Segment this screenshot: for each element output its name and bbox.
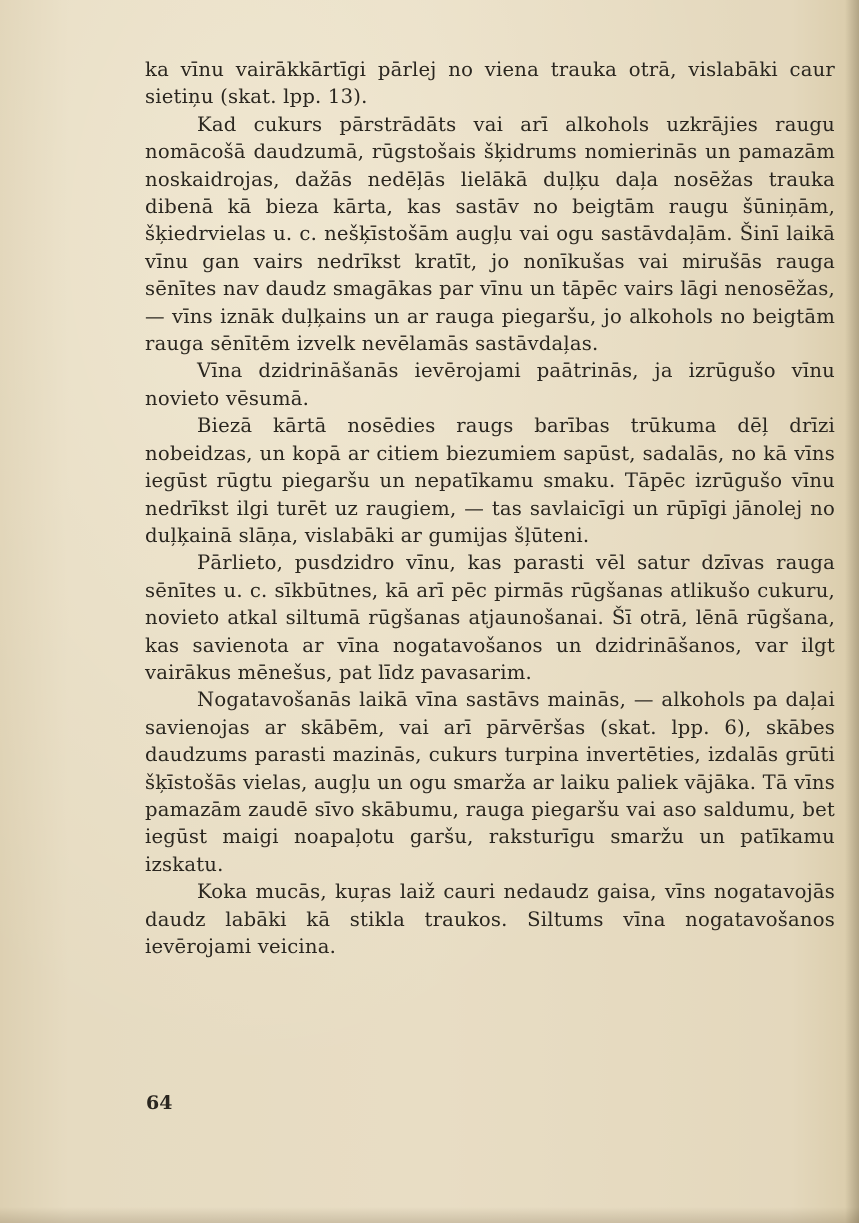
- paragraph: Nogatavošanās laikā vīna sastāvs mainās, — alkohols pa daļai savienojas ar skābēm, vai arī pārvēršas (skat. lpp. 6), skābes daudzums parasti mazinās, cukurs turpina invertēties, izdalās grūti šķīstošās vielas, augļu un ogu smarža ar laiku paliek vājāka. Tā vīns pamazām zaudē sīvo skābumu, rauga piegaršu vai aso saldumu, bet iegūst maigi noapaļotu garšu, raksturīgu smaržu un patīkamu izskatu.: [145, 688, 835, 876]
- page-bottom-edge: [0, 1207, 859, 1223]
- page-edge-shadow: [845, 0, 859, 1223]
- paragraph: Koka mucās, kuŗas laiž cauri nedaudz gaisa, vīns nogatavojās daudz labāki kā stikla traukos. Siltums vīna nogatavošanos ievērojami veicina.: [145, 880, 835, 958]
- paragraph: Vīna dzidrināšanās ievērojami paātrinās, ja izrūgušo vīnu novieto vēsumā.: [145, 359, 835, 410]
- body-text: [145, 56, 835, 960]
- paragraph: Biezā kārtā nosēdies raugs barības trūkuma dēļ drīzi nobeidzas, un kopā ar citiem biezumiem sapūst, sadalās, no kā vīns iegūst rūgtu piegaršu un nepatīkamu smaku. Tāpēc izrūgušo vīnu nedrīkst ilgi turēt uz raugiem, — tas savlaicīgi un rūpīgi jānolej no duļķainā slāņa, vislabāki ar gumijas šļūteni.: [145, 414, 835, 547]
- page-number: 64: [146, 1092, 173, 1114]
- paragraph: Pārlieto, pusdzidro vīnu, kas parasti vēl satur dzīvas rauga sēnītes u. c. sīkbūtnes, kā arī pēc pirmās rūgšanas atlikušo cukuru, novieto atkal siltumā rūgšanas atjaunošanai. Šī otrā, lēnā rūgšana, kas savienota ar vīna nogatavošanos un dzidrināšanos, var ilgt vairākus mēnešus, pat līdz pavasarim.: [145, 551, 835, 684]
- paragraph-continuation: ka vīnu vairākkārtīgi pārlej no viena trauka otrā, vislabāki caur sietiņu (skat. lpp. 13).: [145, 58, 835, 109]
- paragraph: Kad cukurs pārstrādāts vai arī alkohols uzkrājies raugu nomācošā daudzumā, rūgstošais šķidrums nomierinās un pamazām noskaidrojas, dažās nedēļās lielākā duļķu daļa nosēžas trauka dibenā kā bieza kārta, kas sastāv no beigtām raugu šūniņām, šķiedrvielas u. c. nešķīstošām augļu vai ogu sastāvdaļām. Šinī laikā vīnu gan vairs nedrīkst kratīt, jo nonīkušas vai mirušās rauga sēnītes nav daudz smagākas par vīnu un tāpēc vairs lāgi nenosēžas, — vīns iznāk duļķains un ar rauga piegaršu, jo alkohols no beigtām rauga sēnītēm izvelk nevēlamās sastāvdaļas.: [145, 112, 835, 356]
